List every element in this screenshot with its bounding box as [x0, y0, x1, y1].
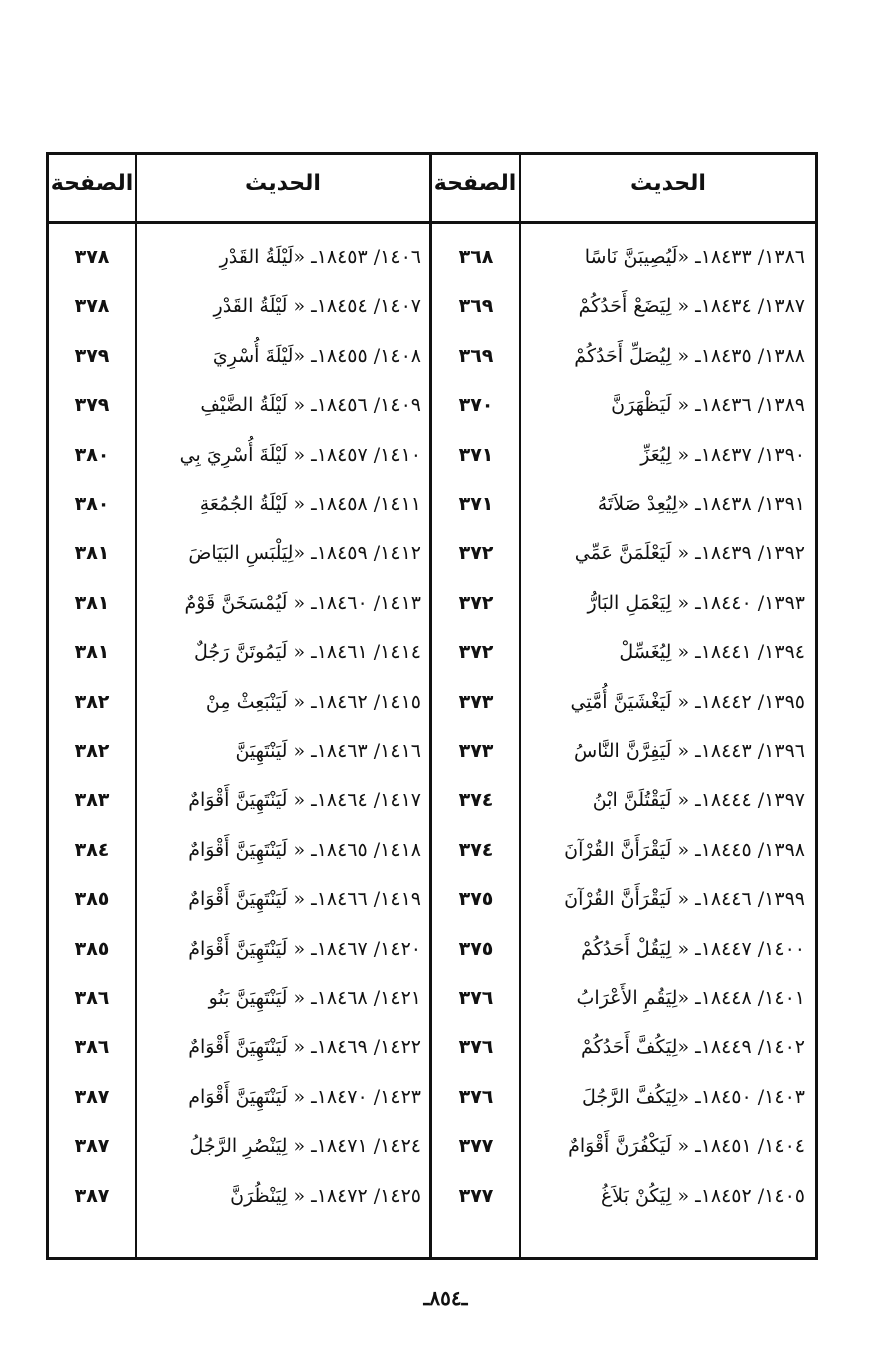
page-ref-left: ٣٨٤	[74, 838, 110, 861]
page-ref-left: ٣٧٨	[74, 295, 110, 318]
page-ref-left: ٣٨٥	[74, 888, 110, 911]
hadith-entry-right: ١٤٠٠/ ١٨٤٤٧ـ « لِيَقُلْ أَحَدُكُمْ	[581, 937, 805, 960]
hadith-entry-left: ١٤١٣/ ١٨٤٦٠ـ « لَيُمْسَخَنَّ قَوْمٌ	[184, 591, 421, 614]
page-ref-left: ٣٨٦	[74, 987, 110, 1009]
hadith-entry-right: ١٣٩٣/ ١٨٤٤٠ـ « لِيَعْمَلِ البَارُّ	[587, 591, 805, 614]
table-row	[49, 1023, 815, 1072]
hadith-entry-right: ١٣٩٦/ ١٨٤٤٣ـ « لَيَفِرَّنَّ النَّاسُ	[574, 740, 805, 762]
page-ref-right: ٣٦٩	[458, 295, 494, 318]
page-ref-left: ٣٨٧	[74, 1135, 110, 1158]
page-ref-left: ٣٨٦	[74, 1036, 110, 1059]
page-ref-right: ٣٦٨	[458, 246, 494, 268]
hadith-entry-left: ١٤٢٥/ ١٨٤٧٢ـ « لِيَنْظُرَنَّ	[230, 1184, 421, 1207]
table-row	[49, 579, 815, 628]
page-ref-right: ٣٧٦	[458, 1036, 494, 1059]
page-ref-left: ٣٨٢	[74, 740, 110, 762]
hadith-entry-right: ١٤٠٢/ ١٨٤٤٩ـ «لِيَكُفَّ أَحَدُكُمْ	[581, 1036, 805, 1059]
page-ref-right: ٣٧٢	[458, 542, 494, 565]
table-row	[49, 875, 815, 924]
table-row	[49, 826, 815, 875]
table-row	[49, 332, 815, 381]
table-row	[49, 480, 815, 529]
hadith-entry-left: ١٤٢٤/ ١٨٤٧١ـ « لِيَنْصُرِ الرَّجُلُ	[189, 1135, 421, 1158]
hadith-entry-right: ١٣٩٥/ ١٨٤٤٢ـ « لَيَغْشَيَنَّ أُمَّتِي	[570, 690, 805, 713]
hadith-entry-left: ١٤٠٦/ ١٨٤٥٣ـ «لَيْلَةُ القَدْرِ	[219, 246, 421, 268]
hadith-entry-left: ١٤٠٨/ ١٨٤٥٥ـ «لَيْلَةَ أُسْرِيَ	[212, 344, 421, 367]
table-body	[49, 221, 815, 1257]
page-ref-left: ٣٨١	[74, 542, 110, 565]
hadith-entry-left: ١٤١٦/ ١٨٤٦٣ـ « لَيَنْتَهِيَنَّ	[235, 740, 421, 762]
hadith-entry-left: ١٤١٠/ ١٨٤٥٧ـ « لَيْلَةَ أُسْرِيَ بِي	[179, 443, 421, 466]
page-ref-left: ٣٨٧	[74, 1184, 110, 1207]
page-ref-left: ٣٨١	[74, 641, 110, 664]
hadith-entry-right: ١٣٨٧/ ١٨٤٣٤ـ « لِيَضَعْ أَحَدُكُمْ	[578, 295, 805, 318]
header-page-left: الصفحة	[50, 171, 134, 196]
table-row	[49, 925, 815, 974]
page-ref-right: ٣٧٥	[458, 937, 494, 960]
page-ref-right: ٣٦٩	[458, 344, 494, 367]
page-ref-left: ٣٨٥	[74, 937, 110, 960]
page-ref-left: ٣٨٠	[74, 493, 110, 515]
hadith-entry-left: ١٤٢٠/ ١٨٤٦٧ـ « لَيَنْتَهِيَنَّ أَقْوَامٌ	[188, 937, 421, 960]
page-ref-right: ٣٧٧	[458, 1184, 494, 1207]
table-row	[49, 381, 815, 430]
page-ref-left: ٣٨٢	[74, 690, 110, 713]
table-header-row	[49, 155, 815, 224]
hadith-entry-left: ١٤٢١/ ١٨٤٦٨ـ « لَيَنْتَهِيَنَّ بَنُو	[208, 987, 421, 1009]
header-page-right: الصفحة	[433, 171, 517, 196]
page-ref-right: ٣٧٦	[458, 1085, 494, 1108]
page-ref-left: ٣٧٩	[74, 344, 110, 367]
page-ref-right: ٣٧٢	[458, 641, 494, 664]
hadith-entry-left: ١٤١٧/ ١٨٤٦٤ـ « لَيَنْتَهِيَنَّ أَقْوَامٌ	[188, 789, 421, 812]
hadith-entry-right: ١٣٩٤/ ١٨٤٤١ـ « لِيُغَسِّلْ	[619, 641, 805, 664]
table-row	[49, 431, 815, 480]
page-ref-left: ٣٧٩	[74, 394, 110, 417]
hadith-entry-right: ١٣٩٠/ ١٨٤٣٧ـ « لِيُعَزِّ	[640, 443, 805, 466]
hadith-entry-right: ١٣٩٩/ ١٨٤٤٦ـ « لَيَقْرَأَنَّ القُرْآنَ	[564, 888, 805, 911]
header-hadith-right: الحديث	[630, 171, 706, 196]
hadith-entry-right: ١٣٨٨/ ١٨٤٣٥ـ « لِيُصَلِّ أَحَدُكُمْ	[574, 344, 805, 367]
table-row	[49, 529, 815, 578]
hadith-entry-left: ١٤١٥/ ١٨٤٦٢ـ « لَيَنْبَعِثْ مِنْ	[205, 690, 421, 713]
hadith-entry-left: ١٤٢٣/ ١٨٤٧٠ـ « لَيَنْتَهِيَنَّ أَقْوَام	[188, 1085, 421, 1108]
page-ref-right: ٣٧١	[458, 443, 494, 466]
table-row	[49, 1172, 815, 1221]
hadith-entry-right: ١٣٩٧/ ١٨٤٤٤ـ « لَيَقْتُلَنَّ ابْنُ	[592, 789, 805, 812]
page-ref-right: ٣٧٠	[458, 394, 494, 417]
hadith-entry-left: ١٤١٩/ ١٨٤٦٦ـ « لَيَنْتَهِيَنَّ أَقْوَامٌ	[188, 888, 421, 911]
page-ref-right: ٣٧١	[458, 493, 494, 515]
hadith-entry-left: ١٤١٨/ ١٨٤٦٥ـ « لَيَنْتَهِيَنَّ أَقْوَامٌ	[188, 838, 421, 861]
table-row	[49, 233, 815, 282]
hadith-entry-right: ١٣٨٦/ ١٨٤٣٣ـ «لَيُصِيبَنَّ نَاسًا	[584, 246, 805, 268]
table-row	[49, 776, 815, 825]
table-row	[49, 1073, 815, 1122]
header-hadith-left: الحديث	[245, 171, 321, 196]
page-ref-right: ٣٧٤	[458, 838, 494, 861]
table-row	[49, 1122, 815, 1171]
hadith-index-table	[46, 152, 818, 1260]
hadith-entry-right: ١٣٨٩/ ١٨٤٣٦ـ « لَيَظْهَرَنَّ	[611, 394, 805, 417]
table-row	[49, 282, 815, 331]
hadith-entry-right: ١٤٠١/ ١٨٤٤٨ـ «لِيَقُمِ الأَعْرَابُ	[576, 987, 805, 1009]
page-ref-left: ٣٨٧	[74, 1085, 110, 1108]
hadith-entry-right: ١٣٩١/ ١٨٤٣٨ـ «لِيُعِدْ صَلاَتَهُ	[597, 493, 805, 515]
page-ref-right: ٣٧٧	[458, 1135, 494, 1158]
table-row	[49, 727, 815, 776]
hadith-entry-left: ١٤٠٧/ ١٨٤٥٤ـ « لَيْلَةُ القَدْرِ	[213, 295, 421, 318]
page-number: ـ٨٥٤ـ	[423, 1286, 468, 1310]
page-ref-right: ٣٧٢	[458, 591, 494, 614]
hadith-entry-left: ١٤٠٩/ ١٨٤٥٦ـ « لَيْلَةُ الضَّيْفِ	[200, 394, 421, 417]
hadith-entry-right: ١٤٠٥/ ١٨٤٥٢ـ « لِيَكُنْ بَلاَغُ	[600, 1184, 805, 1207]
hadith-entry-right: ١٤٠٣/ ١٨٤٥٠ـ «لِيَكُفَّ الرَّجُلَ	[582, 1085, 805, 1108]
table-row	[49, 628, 815, 677]
table-row	[49, 678, 815, 727]
hadith-entry-left: ١٤٢٢/ ١٨٤٦٩ـ « لَيَنْتَهِيَنَّ أَقْوَامٌ	[188, 1036, 421, 1059]
hadith-entry-right: ١٣٩٢/ ١٨٤٣٩ـ « لَيَعْلَمَنَّ عَمِّي	[574, 542, 805, 565]
page-ref-left: ٣٨٣	[74, 789, 110, 812]
hadith-entry-left: ١٤١٤/ ١٨٤٦١ـ « لَيَمُوتَنَّ رَجُلٌ	[193, 641, 421, 664]
hadith-entry-right: ١٣٩٨/ ١٨٤٤٥ـ « لَيَقْرَأَنَّ القُرْآنَ	[564, 838, 805, 861]
hadith-entry-left: ١٤١٢/ ١٨٤٥٩ـ «لِيَلْبَسِ البَيَاضَ	[188, 542, 421, 565]
hadith-entry-left: ١٤١١/ ١٨٤٥٨ـ « لَيْلَةُ الجُمُعَةِ	[199, 493, 421, 515]
page-ref-right: ٣٧٤	[458, 789, 494, 812]
page-ref-right: ٣٧٣	[458, 740, 494, 762]
page-ref-left: ٣٧٨	[74, 246, 110, 268]
page-ref-left: ٣٨١	[74, 591, 110, 614]
hadith-entry-right: ١٤٠٤/ ١٨٤٥١ـ « لَيَكْفُرَنَّ أَقْوَامٌ	[568, 1135, 805, 1158]
page-ref-right: ٣٧٥	[458, 888, 494, 911]
table-row	[49, 974, 815, 1023]
page-ref-left: ٣٨٠	[74, 443, 110, 466]
page-ref-right: ٣٧٦	[458, 987, 494, 1009]
page-ref-right: ٣٧٣	[458, 690, 494, 713]
